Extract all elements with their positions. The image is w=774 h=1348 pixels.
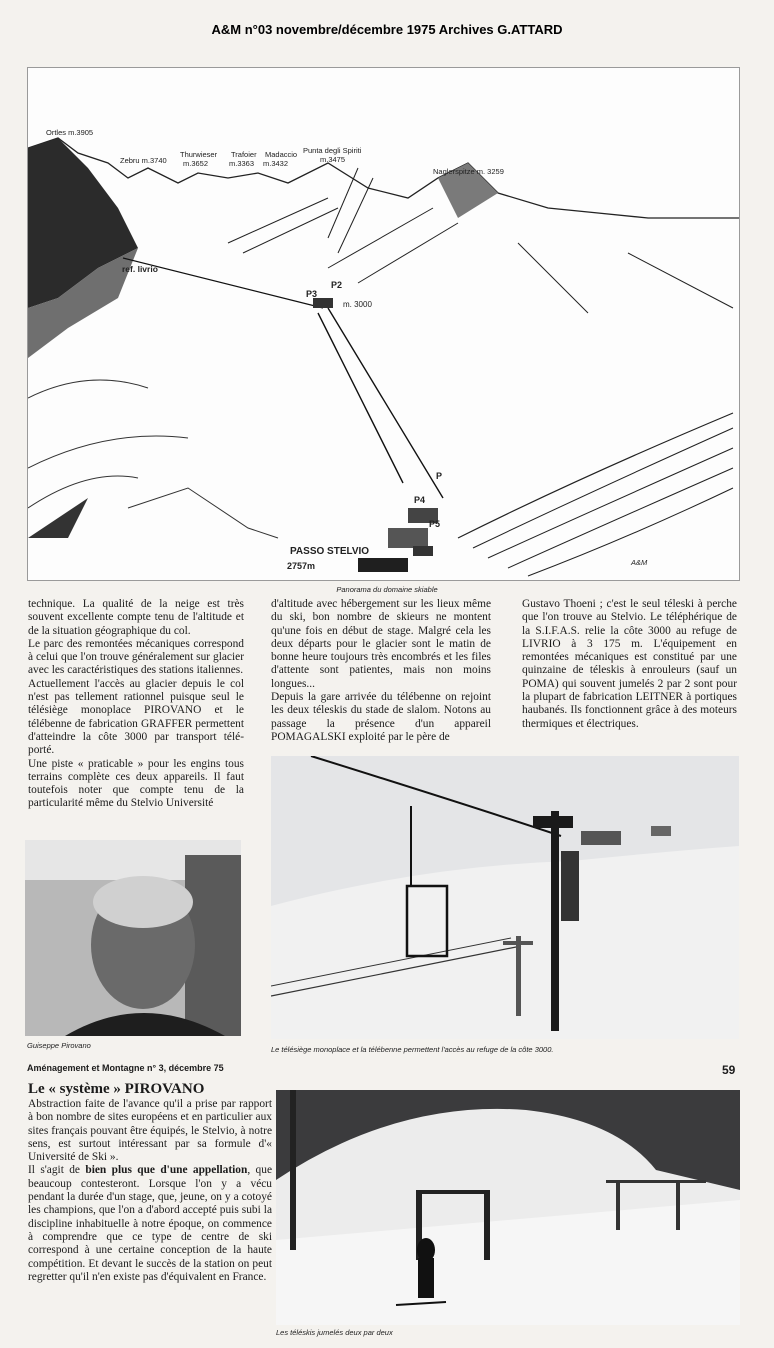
label-m3000: m. 3000 [343, 300, 372, 309]
skilift-photo [276, 1090, 740, 1325]
cable-telebenne [328, 308, 443, 498]
p2-prefix: Il s'agit de [28, 1164, 86, 1177]
label-livrio: ref. livrio [122, 264, 158, 274]
col1-paragraph-2: Le parc des remontées mécaniques correspond à celui que l'on trouve généralement sur glacier avec les caractéristiques des stations italiennes. [28, 637, 244, 677]
portrait-graphic [25, 840, 241, 1036]
label-p: P [436, 471, 443, 481]
label-thurwieser: Thurwieser [180, 150, 218, 159]
skilift-graphic [276, 1090, 740, 1325]
article-column-1 [28, 598, 244, 811]
label-ortles: Ortles m.3905 [46, 128, 94, 137]
label-madaccio-alt: m.3432 [263, 159, 289, 168]
label-madaccio: Madaccio [265, 150, 298, 159]
label-punta: Punta degli Spiriti [303, 146, 362, 155]
label-passo-alt: 2757m [287, 561, 316, 571]
col1-paragraph-3: Actuellement l'accès au glacier depuis le col n'est pas tellement rationnel puisque seul le télésiège monoplace PIROVANO et le télébenne de fabrication GRAFFER permettent d'atteindre la côte 3000 par transport télé-porté. [28, 677, 244, 757]
col3-paragraph-1: Gustavo Thoeni ; c'est le seul téleski à perche que l'on trouve au Stelvio. Le téléphérique de la S.I.F.A.S. relie la côte 3000 au refuge de LIVRIO à 3 175 m. L'équipement en remontées mécaniques est constitué par une quinzaine de téleskis à enrouleurs (sauf un POMA) qui souvent jumelés 2 par 2 sont pour la plupart de fabrication LEITNER à portiques haubanés. Ils fonctionnent grâce à des moteurs thermiques et électriques. [522, 598, 737, 730]
label-trafoier-alt: m.3363 [229, 159, 255, 168]
article-column-3 [522, 598, 737, 731]
label-passo: PASSO STELVIO [290, 546, 370, 557]
label-nagler: Naglerspitze m. 3259 [433, 167, 504, 176]
portrait-photo [25, 840, 241, 1036]
col2-paragraph-1: d'altitude avec hébergement sur les lieux même du ski, bon nombre de skieurs ne montent qu'une fois en début de stage. Malgré cela les deux départs pour le glacier sont le matin de bonne heure toujours très encombrés et les files d'attente sont patientes, mais non moins longues... [271, 598, 491, 690]
col1-paragraph-1: technique. La qualité de la neige est très souvent excellente compte tenu de l'altitude et de la situation géographique du col. [28, 598, 244, 637]
signature-mark: A&M [631, 558, 648, 567]
p2-bold: bien plus que d'une appellation [85, 1164, 248, 1177]
article-column-2 [271, 598, 491, 744]
col2-paragraph-2: Depuis la gare arrivée du télébenne on rejoint les deux téleskis du stade de slalom. Notons au passage la présence d'un appareil POMAGALSKI exploité par le père de [271, 691, 491, 743]
label-p4: P4 [414, 495, 426, 505]
cable-chairlift [318, 313, 403, 483]
label-thurwieser-alt: m.3652 [183, 159, 209, 168]
footer-journal: Aménagement et Montagne n° 3, décembre 75 [27, 1063, 224, 1073]
chairlift-photo [271, 756, 739, 1039]
chairlift-caption: Le télésiège monoplace et la télébenne permettent l'accès au refuge de la côte 3000. [271, 1045, 554, 1054]
label-punta-alt: m.3475 [320, 155, 346, 164]
section-title: Le « système » PIROVANO [28, 1081, 205, 1097]
panorama-drawing [28, 68, 739, 580]
label-p5: P5 [429, 519, 441, 529]
section-body [28, 1098, 272, 1284]
label-zebru: Zebru m.3740 [120, 156, 167, 165]
skilift-caption: Les téléskis jumelés deux par deux [276, 1328, 393, 1337]
panorama-illustration [27, 67, 740, 581]
portrait-caption: Guiseppe Pirovano [27, 1041, 91, 1050]
section-paragraph-2 [28, 1164, 272, 1284]
section-block [28, 1081, 272, 1284]
panorama-caption: Panorama du domaine skiable [336, 585, 438, 594]
label-p2: P2 [331, 280, 343, 290]
ridge-line [28, 138, 739, 218]
page-header: A&M n°03 novembre/décembre 1975 Archives G.ATTARD [211, 22, 563, 37]
label-p3: P3 [306, 289, 318, 299]
p2-rest: , que beaucoup contesteront. Lorsque l'on y a vécu pendant la durée d'un stage, que, jeune, on y a cotoyé les champions, que l'on a d'abord accepté puis subi la discipline inhabituelle à notre époque, on commence à comprendre que ce type de centre de ski correspond à une certaine conception de la haute compétition. Et devant le succès de la station on peut regretter qu'il n'en existe pas d'équivalent en France. [28, 1164, 272, 1283]
col1-paragraph-4: Une piste « praticable » pour les engins tous terrains complète ces deux appareils. Il faut toutefois noter que compte tenu de la particularité même du Stelvio Université [28, 757, 244, 810]
label-trafoier: Trafoier [231, 150, 257, 159]
page-number: 59 [722, 1063, 736, 1077]
chairlift-graphic [271, 756, 739, 1039]
section-paragraph-1: Abstraction faite de l'avance qu'il a prise par rapport à bon nombre de sites européens et en particulier aux sites français pouvant être équipés, le Stelvio, à notre sens, est surtout intéressant par sa formule d'« Université de Ski ». [28, 1098, 272, 1164]
